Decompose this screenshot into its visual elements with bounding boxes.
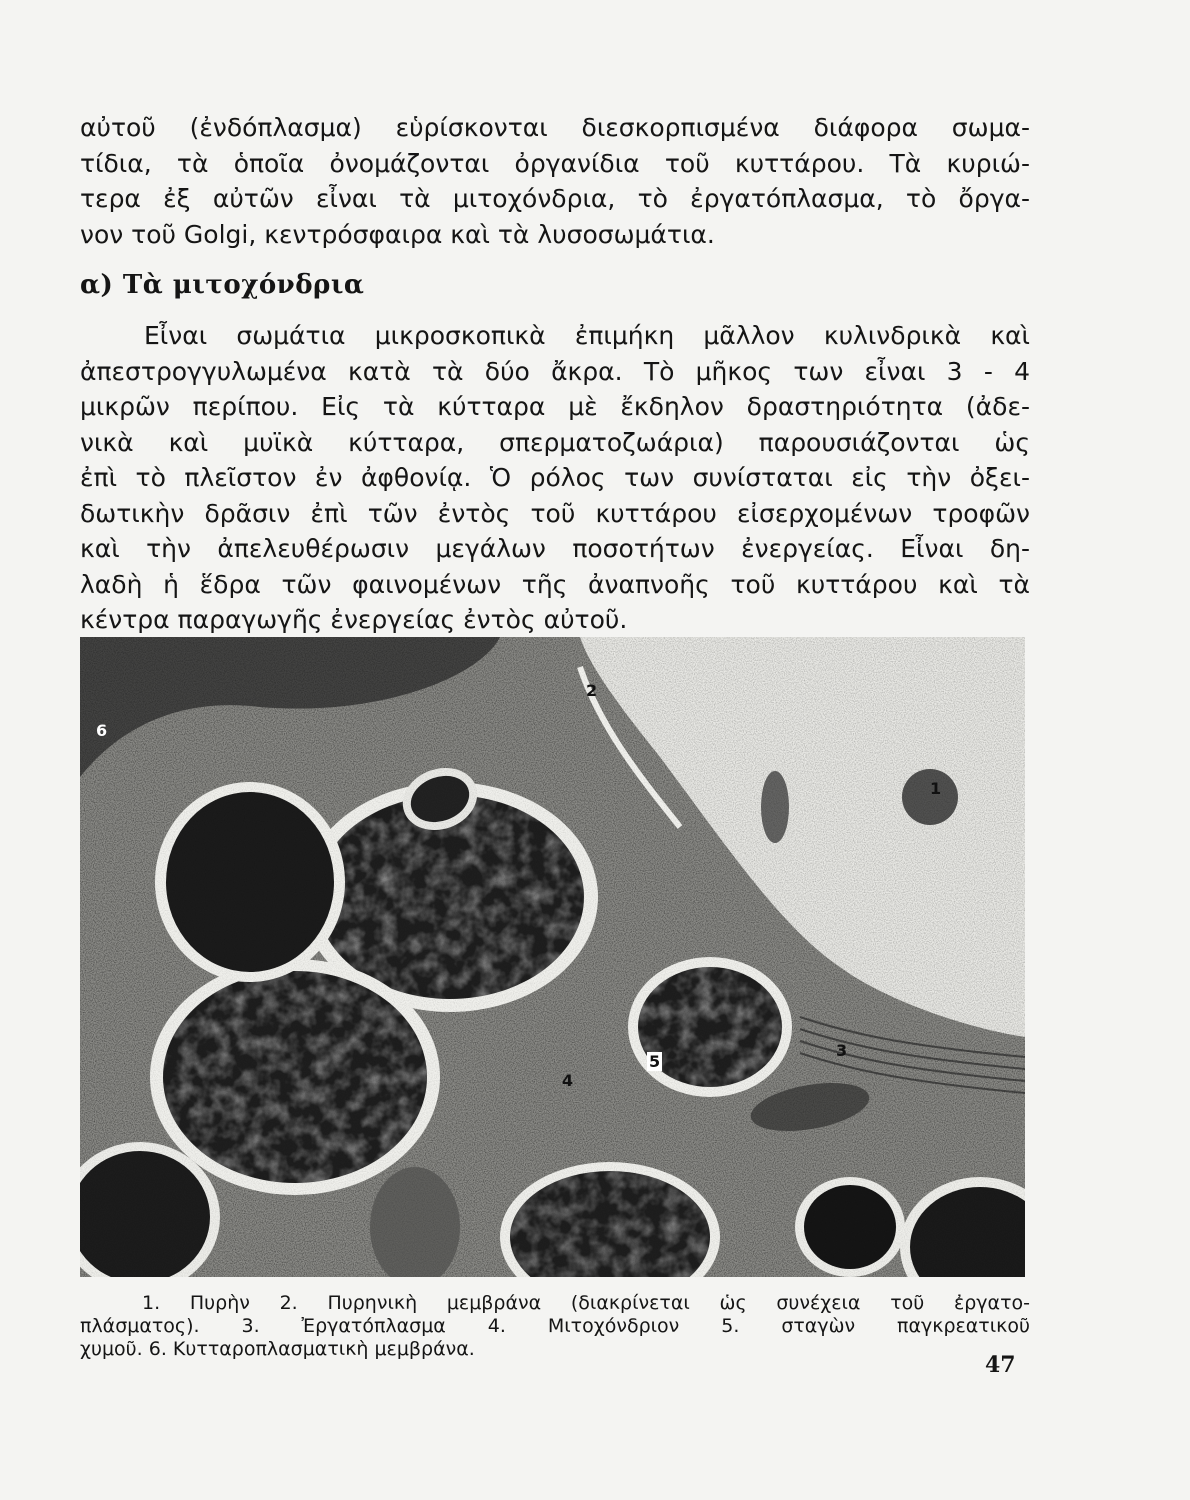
figure-label-5: 5 [649, 1052, 661, 1071]
para-line: καὶ τὴν ἀπελευθέρωσιν μεγάλων ποσοτήτων ἐνεργείας. Εἶναι δη- [80, 534, 1030, 563]
intro-paragraph [80, 110, 1030, 252]
para-line: ἀπεστρογγυλωμένα κατὰ τὰ δύο ἄκρα. Τὸ μῆκος των εἶναι 3 - 4 [80, 356, 1030, 386]
micrograph-figure [80, 637, 1025, 1277]
para-line: κέντρα παραγωγῆς ἐνεργείας ἐντὸς αὐτοῦ. [80, 605, 628, 634]
intro-line: τερα ἐξ αὐτῶν εἶναι τὰ μιτοχόνδρια, τὸ ἐργατόπλασμα, τὸ ὄργα- [80, 184, 1030, 213]
figure-label-3: 3 [836, 1041, 848, 1060]
intro-line: αὐτοῦ (ἐνδόπλασμα) εὑρίσκονται διεσκορπισμένα διάφορα σωμα- [80, 113, 1030, 142]
caption-line: χυμοῦ. 6. Κυτταροπλασματικὴ μεμβράνα. [80, 1338, 475, 1360]
intro-line: τίδια, τὰ ὁποῖα ὀνομάζονται ὀργανίδια τοῦ κυττάρου. Τὰ κυριώ- [80, 148, 1030, 178]
section-heading: α) Τὰ μιτοχόνδρια [80, 270, 365, 300]
caption-line: 1. Πυρὴν 2. Πυρηνικὴ μεμβράνα (διακρίνεται ὡς συνέχεια τοῦ ἐργατο- [142, 1292, 1030, 1314]
figure-label-4: 4 [562, 1071, 574, 1090]
figure-label-1: 1 [930, 779, 942, 798]
figure-label-6: 6 [96, 721, 108, 740]
para-line: νικὰ καὶ μυϊκὰ κύτταρα, σπερματοζωάρια) παρουσιάζονται ὡς [80, 427, 1030, 457]
caption-line: πλάσματος). 3. Ἐργατόπλασμα 4. Μιτοχόνδριον 5. σταγὼν παγκρεατικοῦ [80, 1315, 1030, 1337]
micrograph-image [80, 637, 1025, 1277]
figure-label-2: 2 [586, 681, 598, 700]
page-number: 47 [985, 1352, 1016, 1378]
para-line: ἐπὶ τὸ πλεῖστον ἐν ἀφθονίᾳ. Ὁ ρόλος των συνίσταται εἰς τὴν ὀξει- [80, 463, 1030, 492]
para-line: Εἶναι σωμάτια μικροσκοπικὰ ἐπιμήκη μᾶλλον κυλινδρικὰ καὶ [144, 321, 1030, 350]
para-line: λαδὴ ἡ ἕδρα τῶν φαινομένων τῆς ἀναπνοῆς τοῦ κυττάρου καὶ τὰ [80, 569, 1030, 599]
figure-caption [80, 1292, 1030, 1361]
intro-line: νον τοῦ Golgi, κεντρόσφαιρα καὶ τὰ λυσοσωμάτια. [80, 219, 715, 249]
mitochondria-paragraph [80, 318, 1030, 638]
para-line: μικρῶν περίπου. Εἰς τὰ κύτταρα μὲ ἔκδηλον δραστηριότητα (ἀδε- [80, 392, 1030, 421]
para-line: δωτικὴν δρᾶσιν ἐπὶ τῶν ἐντὸς τοῦ κυττάρου εἰσερχομένων τροφῶν [80, 498, 1030, 528]
